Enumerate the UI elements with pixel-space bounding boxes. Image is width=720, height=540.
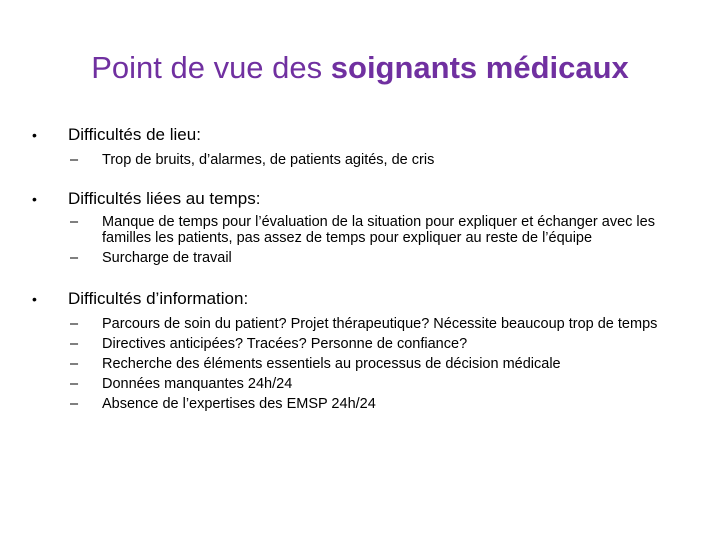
dash-icon: – xyxy=(70,214,79,230)
section-lieu xyxy=(28,124,696,168)
sub-bullet-item xyxy=(70,336,696,352)
bullet-icon: • xyxy=(32,127,37,143)
sub-bullet-text: Manque de temps pour l’évaluation de la situation pour expliquer et échanger avec les familles les patients, pas assez de temps pour expliquer au reste de l’équipe xyxy=(102,214,655,246)
bullet-icon: • xyxy=(32,191,37,207)
sub-bullet-list xyxy=(28,316,696,412)
bullet-item-level1 xyxy=(28,188,696,210)
bullet-item-level1 xyxy=(28,288,696,310)
sub-bullet-item xyxy=(70,214,696,246)
section-information xyxy=(28,288,696,412)
bullet-suffix: : xyxy=(255,189,261,208)
slide-title xyxy=(0,48,720,88)
bullet-icon: • xyxy=(32,291,37,307)
sub-bullet-text: Recherche des éléments essentiels au processus de décision médicale xyxy=(102,356,561,372)
bullet-heading: Difficultés de lieu xyxy=(68,125,197,144)
bullet-heading: Difficultés liées au temps xyxy=(68,189,256,208)
bullet-suffix: : xyxy=(243,289,249,308)
dash-icon: – xyxy=(70,376,79,392)
bullet-text xyxy=(68,188,696,210)
bullet-suffix: : xyxy=(196,125,201,144)
sub-bullet-list xyxy=(28,214,696,266)
bullet-text xyxy=(68,288,696,310)
dash-icon: – xyxy=(70,396,79,412)
title-regular-part: Point de vue des xyxy=(91,50,331,85)
sub-bullet-item xyxy=(70,152,696,168)
sub-bullet-item xyxy=(70,316,696,332)
dash-icon: – xyxy=(70,250,79,266)
bullet-item-level1 xyxy=(28,124,696,146)
sub-bullet-item xyxy=(70,396,696,412)
bullet-text xyxy=(68,124,696,146)
title-bold-part: soignants médicaux xyxy=(330,50,629,85)
sub-bullet-text: Trop de bruits, d’alarmes, de patients agités, de cris xyxy=(102,152,435,168)
bullet-heading: Difficultés d’information xyxy=(68,289,244,308)
sub-bullet-text: Directives anticipées? Tracées? Personne de confiance? xyxy=(102,336,468,352)
sub-bullet-text: Données manquantes 24h/24 xyxy=(102,376,293,392)
dash-icon: – xyxy=(70,316,79,332)
sub-bullet-text: Parcours de soin du patient? Projet thérapeutique? Nécessite beaucoup trop de temps xyxy=(102,316,658,332)
sub-bullet-item xyxy=(70,250,696,266)
section-temps xyxy=(28,188,696,266)
sub-bullet-item xyxy=(70,356,696,372)
dash-icon: – xyxy=(70,152,79,168)
bullet-content xyxy=(28,124,696,412)
sub-bullet-text: Surcharge de travail xyxy=(102,250,232,266)
dash-icon: – xyxy=(70,336,79,352)
sub-bullet-text: Absence de l’expertises des EMSP 24h/24 xyxy=(102,396,376,412)
dash-icon: – xyxy=(70,356,79,372)
sub-bullet-list xyxy=(28,152,696,168)
sub-bullet-item xyxy=(70,376,696,392)
